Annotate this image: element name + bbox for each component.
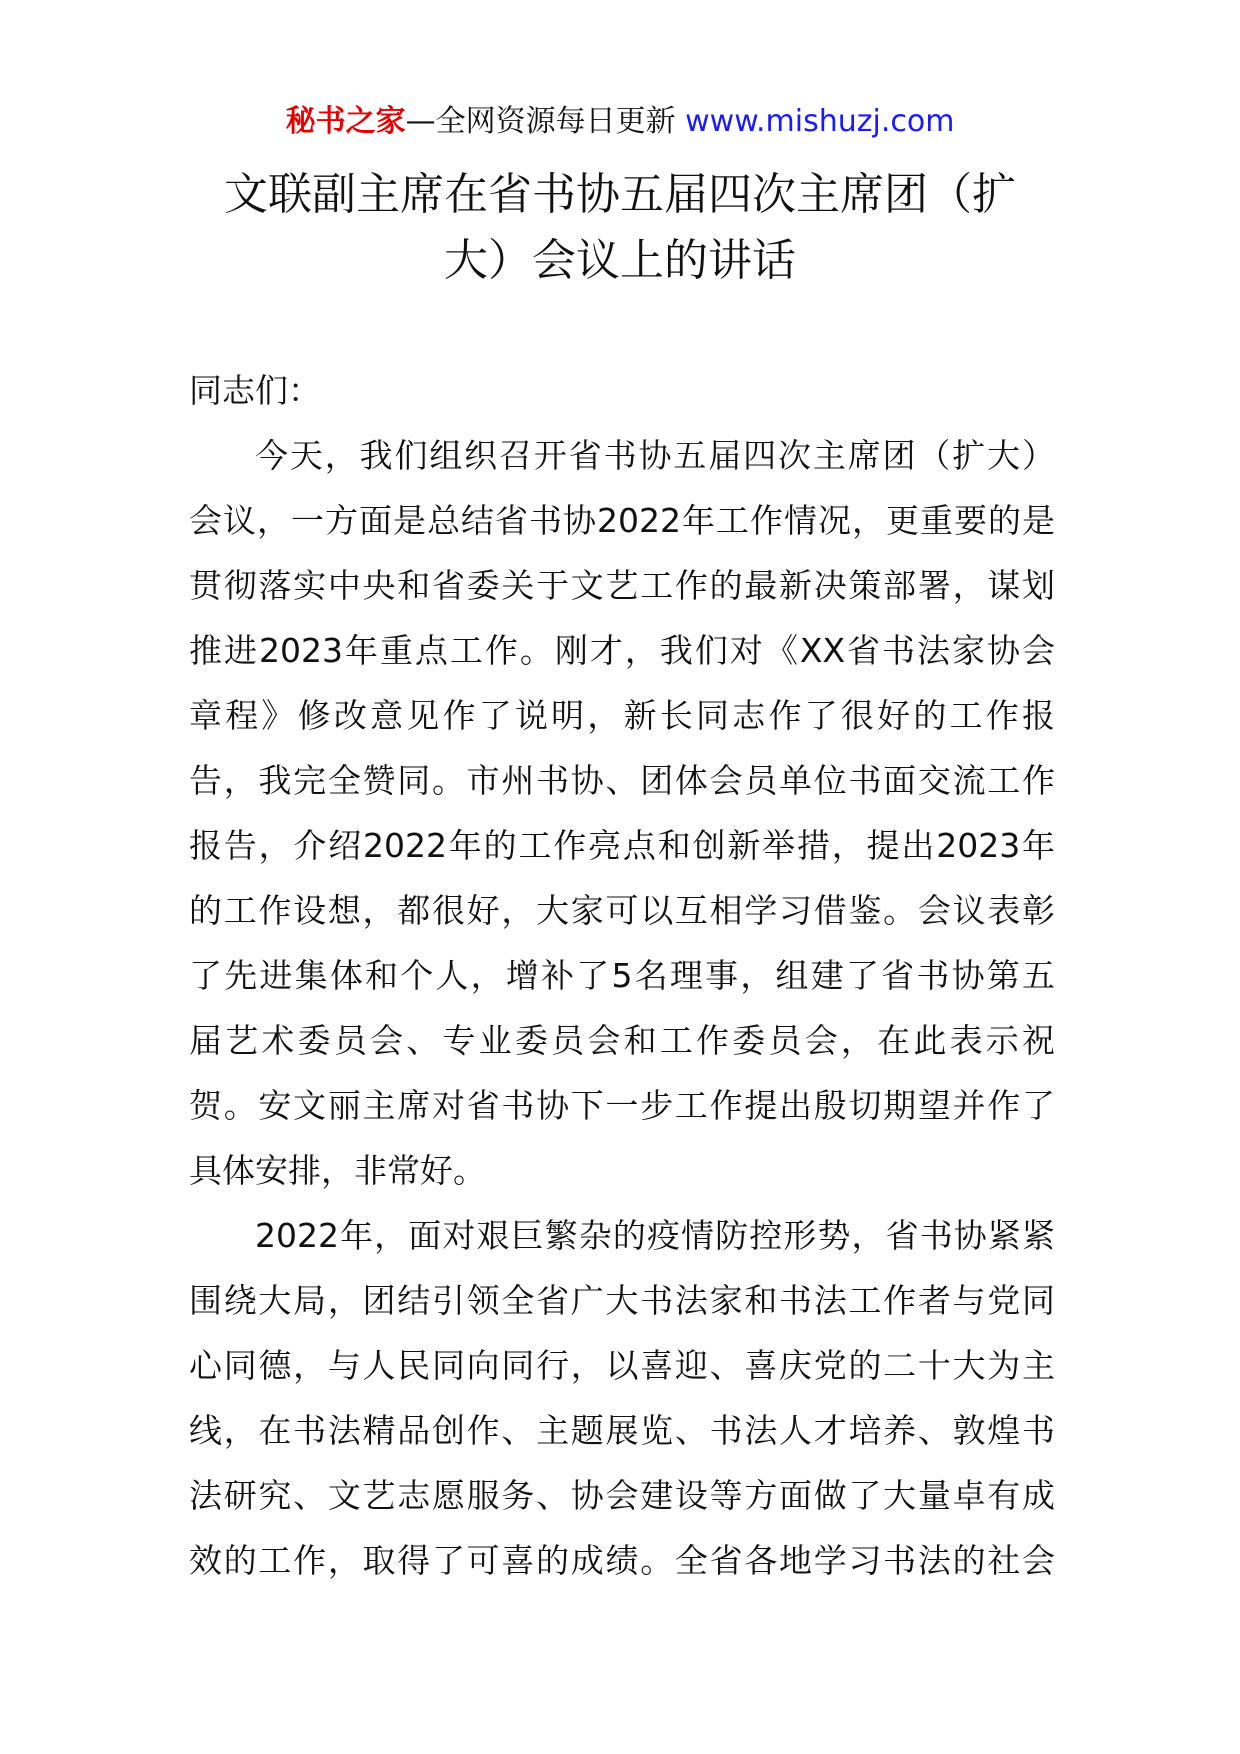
text-line: 线，在书法精品创作、主题展览、书法人才培养、敦煌书 — [189, 1411, 1055, 1450]
site-header — [0, 100, 1240, 144]
text-line: 2022年，面对艰巨繁杂的疫情防控形势，省书协紧紧 — [255, 1216, 1055, 1255]
paragraph-2 — [189, 1203, 1055, 1593]
salutation: 同志们： — [189, 371, 321, 410]
text-line: 效的工作，取得了可喜的成绩。全省各地学习书法的社会 — [189, 1541, 1055, 1580]
header-tagline: —全网资源每日更新 — [405, 104, 686, 139]
document-title — [190, 162, 1050, 294]
text-line: 推进2023年重点工作。刚才，我们对《XX省书法家协会 — [189, 631, 1055, 670]
text-line: 届艺术委员会、专业委员会和工作委员会，在此表示祝 — [189, 1021, 1055, 1060]
brand-name: 秘书之家 — [285, 104, 406, 139]
text-line: 告，我完全赞同。市州书协、团体会员单位书面交流工作 — [189, 761, 1055, 800]
title-line: 大）会议上的讲话 — [444, 235, 796, 286]
text-line: 贯彻落实中央和省委关于文艺工作的最新决策部署，谋划 — [189, 566, 1055, 605]
site-url-link[interactable]: www.mishuzj.com — [685, 104, 955, 139]
text-line: 法研究、文艺志愿服务、协会建设等方面做了大量卓有成 — [189, 1476, 1055, 1515]
text-line: 具体安排，非常好。 — [189, 1151, 486, 1190]
text-line: 会议，一方面是总结省书协2022年工作情况，更重要的是 — [189, 501, 1055, 540]
text-line: 今天，我们组织召开省书协五届四次主席团（扩大） — [255, 436, 1055, 475]
text-line: 贺。安文丽主席对省书协下一步工作提出殷切期望并作了 — [189, 1086, 1055, 1125]
text-line: 报告，介绍2022年的工作亮点和创新举措，提出2023年 — [189, 826, 1055, 865]
text-line: 了先进集体和个人，增补了5名理事，组建了省书协第五 — [189, 956, 1055, 995]
text-line: 围绕大局，团结引领全省广大书法家和书法工作者与党同 — [189, 1281, 1055, 1320]
text-line: 章程》修改意见作了说明，新长同志作了很好的工作报 — [189, 696, 1055, 735]
paragraph-1 — [189, 423, 1055, 1203]
title-line: 文联副主席在省书协五届四次主席团（扩 — [224, 169, 1016, 220]
text-line: 心同德，与人民同向同行，以喜迎、喜庆党的二十大为主 — [189, 1346, 1055, 1385]
text-line: 的工作设想，都很好，大家可以互相学习借鉴。会议表彰 — [189, 891, 1055, 930]
document-body — [189, 358, 1055, 1593]
